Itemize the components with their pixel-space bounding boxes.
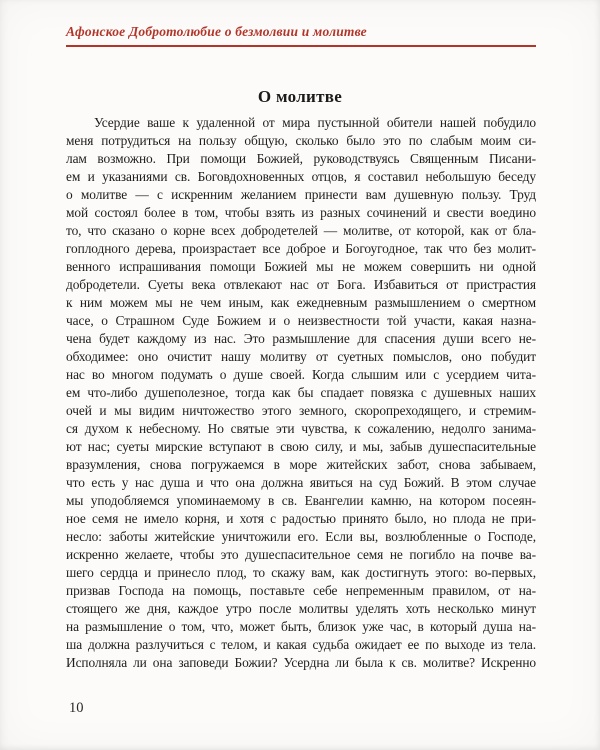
text-line: что есть у нас душа и что она должна явиться на суд Божий. В этом случае: [66, 475, 536, 490]
text-line: вразумления, снова погружаемся в море житейских забот, снова забываем,: [66, 457, 536, 472]
text-line: о молитве — с искренним желанием принести вам душевную пользу. Труд: [66, 187, 536, 202]
page-number: 10: [69, 700, 84, 716]
text-line: очей и мы видим ничтожество этого земного, скоропреходящего, и стремим-: [66, 403, 536, 418]
text-line: стоящего же дня, каждое утро после молитвы уделять хоть несколько минут: [66, 601, 536, 616]
text-line: чена будет каждому из нас. Это размышление для спасения души всего не-: [66, 331, 536, 346]
text-line: ное семя не имело корня, и хотя с радостью принято было, но плода не при-: [66, 511, 536, 526]
text-line: ем что-либо душеполезное, тогда как бы спадает повязка с душевных наших: [66, 385, 536, 400]
text-line: Усердие ваше к удаленной от мира пустынной обители нашей побудило: [94, 115, 536, 130]
text-line: шего сердца и принесло плод, то скажу вам, как достигнуть этого: во-первых,: [66, 565, 536, 580]
text-line: мы уподобляемся упоминаемому в св. Евангелии камню, на котором посеян-: [66, 493, 536, 508]
text-line: ем и указаниями св. Боговдохновенных отцов, я составил небольшую беседу: [66, 169, 536, 184]
text-line: Исполняла ли она заповеди Божии? Усердна ли была к св. молитве? Искренно: [66, 655, 536, 670]
chapter-title: О молитве: [257, 87, 343, 106]
text-line: обходимее: оно очистит нашу молитву от суетных помыслов, оно побудит: [66, 349, 536, 364]
text-line: добродетели. Суеты века отвлекают нас от Бога. Избавиться от пристрастия: [66, 277, 536, 292]
text-line: ша должна разлучиться с телом, и какая судьба ожидает ее по выходе из тела.: [66, 637, 536, 652]
text-line: венного испрашивания помощи Божией мы не можем совершить ни одной: [66, 259, 536, 274]
text-line: часе, о Страшном Суде Божием и о неизвестности той участи, какая назна-: [66, 313, 536, 328]
text-line: ся духом к небесному. Но святые эти чувства, к сожалению, недолго занима-: [66, 421, 536, 436]
text-line: то, что сказано о корне всех добродетелей — молитве, от которой, как от бла-: [66, 223, 536, 238]
text-line: мой состоял более в том, чтобы взять из разных сочинений и свести воедино: [66, 205, 536, 220]
text-line: меня потрудиться на пользу общую, сколько было это по слабым моим си-: [66, 133, 536, 148]
text-line: гоплодного дерева, произрастает все доброе и Богоугодное, так что без молит-: [66, 241, 536, 256]
text-line: к ним можем мы не чем иным, как ежедневным размышлением о смертном: [66, 295, 536, 310]
text-line: искренно желаете, чтобы это душеспасительное семя не погибло на почве ва-: [66, 547, 536, 562]
text-line: призвав Господа на помощь, поставьте себе непременным правилом, от на-: [66, 583, 536, 598]
body-text: [66, 114, 536, 672]
text-line: нас во многом подумать о душе своей. Когда слышим или с усердием чита-: [66, 367, 536, 382]
running-header: Афонское Добротолюбие о безмолвии и молитве: [66, 24, 536, 47]
text-line: на размышление о том, что, может быть, близок уже час, в который душа на-: [66, 619, 536, 634]
text-line: лам возможно. При помощи Божией, руководствуясь Священным Писани-: [66, 151, 536, 166]
text-line: несло: заботы житейские уничтожили его. Если вы, возлюбленные о Господе,: [66, 529, 536, 544]
text-line: ют нас; суеты мирские вступают в свою силу, и мы, забыв душеспасительные: [66, 439, 536, 454]
